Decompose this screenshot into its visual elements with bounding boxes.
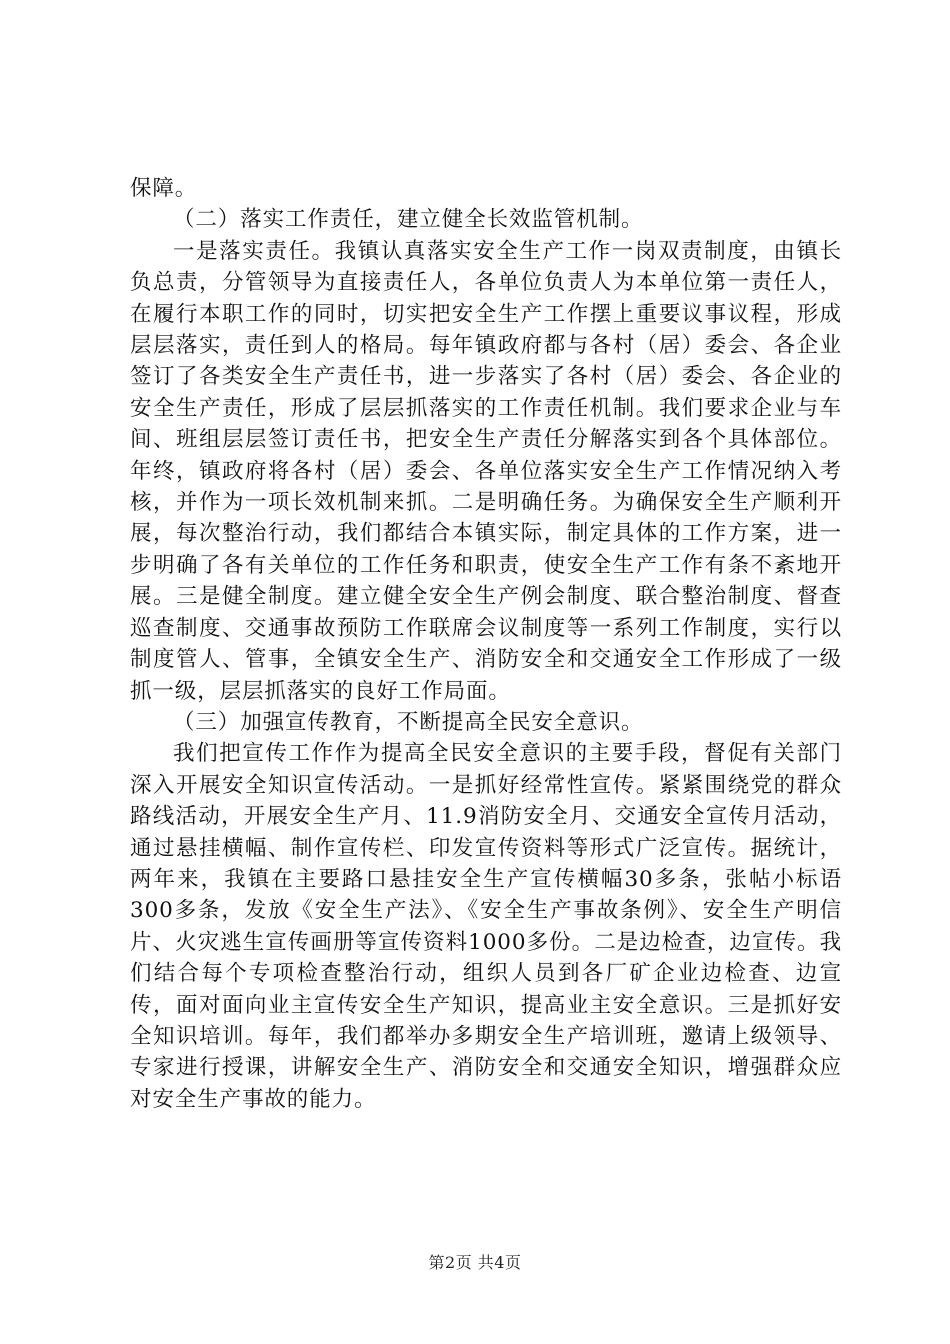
section-heading-3: （三）加强宣传教育，不断提高全民安全意识。 — [173, 709, 644, 735]
document-body — [130, 173, 842, 1115]
section-heading-2: （二）落实工作责任，建立健全长效监管机制。 — [173, 207, 644, 233]
paragraph-publicity: 我们把宣传工作作为提高全民安全意识的主要手段，督促有关部门深入开展安全知识宣传活动。一是抓好经常性宣传。紧紧围绕党的群众路线活动，开展安全生产月、11.9消防安全月、交通安全宣传月活动，通过悬挂横幅、制作宣传栏、印发宣传资料等形式广泛宣传。据统计，两年来，我镇在主要路口悬挂安全生产宣传横幅30多条，张帖小标语300多条，发放《安全生产法》、《安全生产事故条例》、安全生产明信片、火灾逃生宣传画册等宣传资料1000多份。二是边检查，边宣传。我们结合每个专项检查整治行动，组织人员到各厂矿企业边检查、边宣传，面对面向业主宣传安全生产知识，提高业主安全意识。三是抓好安全知识培训。每年，我们都举办多期安全生产培训班，邀请上级领导、专家进行授课，讲解安全生产、消防安全和交通安全知识，增强群众应对安全生产事故的能力。 — [130, 741, 842, 1112]
paragraph-continuation: 保障。 — [130, 176, 198, 201]
paragraph-responsibility: 一是落实责任。我镇认真落实安全生产工作一岗双责制度，由镇长负总责，分管领导为直接责任人，各单位负责人为本单位第一责任人，在履行本职工作的同时，切实把安全生产工作摆上重要议事议程，形成层层落实，责任到人的格局。每年镇政府都与各村（居）委会、各企业签订了各类安全生产责任书，进一步落实了各村（居）委会、各企业的安全生产责任，形成了层层抓落实的工作责任机制。我们要求企业与车间、班组层层签订责任书，把安全生产责任分解落实到各个具体部位。年终，镇政府将各村（居）委会、各单位落实安全生产工作情况纳入考核，并作为一项长效机制来抓。二是明确任务。为确保安全生产顺利开展，每次整治行动，我们都结合本镇实际，制定具体的工作方案，进一步明确了各有关单位的工作任务和职责，使安全生产工作有条不紊地开展。三是健全制度。建立健全安全生产例会制度、联合整治制度、督查巡查制度、交通事故预防工作联席会议制度等一系列工作制度，实行以制度管人、管事，全镇安全生产、消防安全和交通安全工作形成了一级抓一级，层层抓落实的良好工作局面。 — [130, 238, 842, 704]
page-number-footer: 第2页 共4页 — [428, 1253, 522, 1272]
